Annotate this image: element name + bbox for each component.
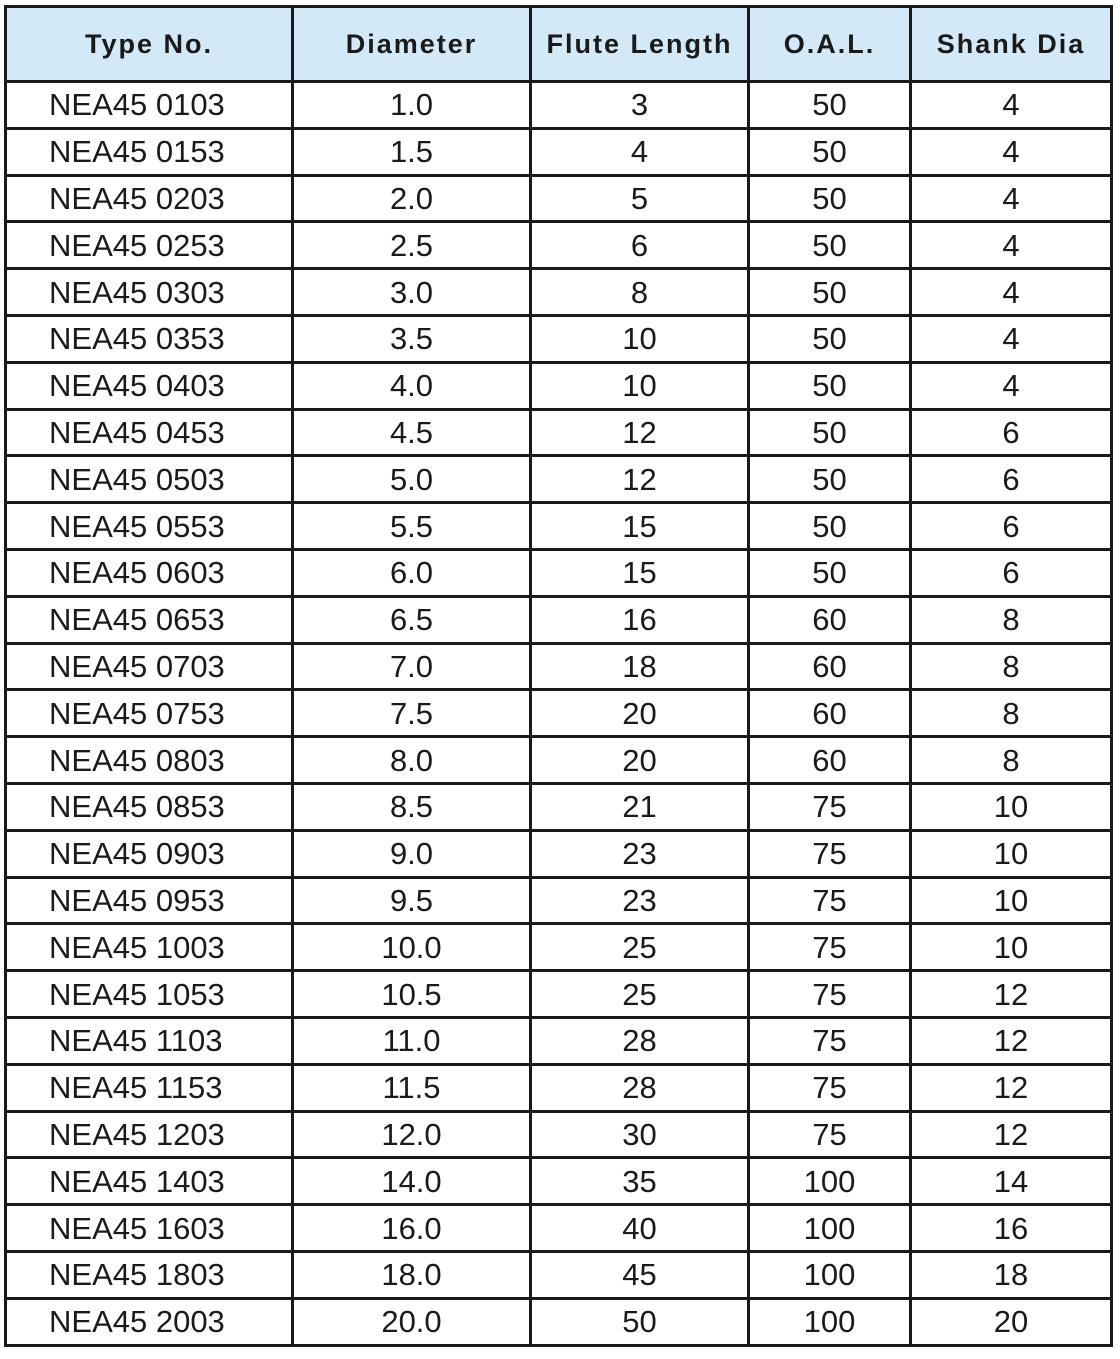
oal-cell: 50	[749, 269, 911, 316]
type-no-cell: NEA45 0303	[6, 269, 293, 316]
flute-length-cell: 23	[531, 877, 749, 924]
flute-length-cell: 45	[531, 1251, 749, 1298]
shank-dia-cell: 4	[911, 269, 1112, 316]
flute-length-cell: 15	[531, 549, 749, 596]
table-row	[6, 82, 1112, 129]
diameter-cell: 20.0	[293, 1298, 531, 1345]
flute-length-cell: 30	[531, 1111, 749, 1158]
shank-dia-cell: 4	[911, 175, 1112, 222]
table-row	[6, 1251, 1112, 1298]
diameter-cell: 4.5	[293, 409, 531, 456]
flute-length-cell: 10	[531, 315, 749, 362]
diameter-cell: 1.0	[293, 82, 531, 129]
type-no-cell: NEA45 0553	[6, 503, 293, 550]
type-no-cell: NEA45 1003	[6, 924, 293, 971]
diameter-cell: 5.0	[293, 456, 531, 503]
shank-dia-cell: 4	[911, 315, 1112, 362]
oal-cell: 100	[749, 1158, 911, 1205]
type-no-cell: NEA45 2003	[6, 1298, 293, 1345]
table-row	[6, 269, 1112, 316]
type-no-cell: NEA45 1103	[6, 1017, 293, 1064]
shank-dia-cell: 6	[911, 503, 1112, 550]
shank-dia-cell: 10	[911, 877, 1112, 924]
flute-length-cell: 12	[531, 409, 749, 456]
shank-dia-cell: 12	[911, 1064, 1112, 1111]
shank-dia-cell: 8	[911, 690, 1112, 737]
flute-length-cell: 20	[531, 737, 749, 784]
table-row	[6, 222, 1112, 269]
table-row	[6, 877, 1112, 924]
oal-cell: 50	[749, 315, 911, 362]
diameter-cell: 8.0	[293, 737, 531, 784]
table-row	[6, 1017, 1112, 1064]
shank-dia-cell: 6	[911, 456, 1112, 503]
type-no-cell: NEA45 0203	[6, 175, 293, 222]
oal-cell: 100	[749, 1298, 911, 1345]
type-no-cell: NEA45 1803	[6, 1251, 293, 1298]
table-header	[6, 7, 1112, 82]
diameter-cell: 10.5	[293, 971, 531, 1018]
type-no-cell: NEA45 0953	[6, 877, 293, 924]
diameter-cell: 18.0	[293, 1251, 531, 1298]
table-row	[6, 783, 1112, 830]
flute-length-cell: 4	[531, 128, 749, 175]
shank-dia-cell: 18	[911, 1251, 1112, 1298]
diameter-cell: 2.5	[293, 222, 531, 269]
flute-length-cell: 23	[531, 830, 749, 877]
oal-cell: 50	[749, 456, 911, 503]
diameter-cell: 14.0	[293, 1158, 531, 1205]
oal-cell: 60	[749, 643, 911, 690]
table-row	[6, 924, 1112, 971]
oal-cell: 75	[749, 1017, 911, 1064]
oal-cell: 50	[749, 175, 911, 222]
table-row	[6, 971, 1112, 1018]
shank-dia-cell: 4	[911, 82, 1112, 129]
shank-dia-cell: 20	[911, 1298, 1112, 1345]
type-no-cell: NEA45 1153	[6, 1064, 293, 1111]
type-no-cell: NEA45 1053	[6, 971, 293, 1018]
shank-dia-cell: 4	[911, 128, 1112, 175]
oal-cell: 50	[749, 82, 911, 129]
table-row	[6, 1064, 1112, 1111]
diameter-cell: 12.0	[293, 1111, 531, 1158]
shank-dia-cell: 10	[911, 924, 1112, 971]
oal-cell: 100	[749, 1205, 911, 1252]
oal-cell: 75	[749, 783, 911, 830]
table-row	[6, 549, 1112, 596]
oal-cell: 75	[749, 1064, 911, 1111]
oal-cell: 60	[749, 690, 911, 737]
table-row	[6, 830, 1112, 877]
diameter-cell: 2.0	[293, 175, 531, 222]
table-body	[6, 82, 1112, 1346]
type-no-cell: NEA45 1403	[6, 1158, 293, 1205]
type-no-cell: NEA45 0803	[6, 737, 293, 784]
flute-length-cell: 40	[531, 1205, 749, 1252]
oal-cell: 50	[749, 503, 911, 550]
shank-dia-cell: 12	[911, 1111, 1112, 1158]
table-row	[6, 1111, 1112, 1158]
type-no-cell: NEA45 0353	[6, 315, 293, 362]
table-row	[6, 1298, 1112, 1345]
oal-cell: 50	[749, 409, 911, 456]
oal-cell: 60	[749, 737, 911, 784]
flute-length-cell: 25	[531, 971, 749, 1018]
header-oal: O.A.L.	[749, 7, 911, 82]
type-no-cell: NEA45 0253	[6, 222, 293, 269]
oal-cell: 75	[749, 1111, 911, 1158]
diameter-cell: 7.5	[293, 690, 531, 737]
type-no-cell: NEA45 0153	[6, 128, 293, 175]
diameter-cell: 1.5	[293, 128, 531, 175]
flute-length-cell: 20	[531, 690, 749, 737]
oal-cell: 60	[749, 596, 911, 643]
type-no-cell: NEA45 0903	[6, 830, 293, 877]
table-row	[6, 409, 1112, 456]
shank-dia-cell: 4	[911, 362, 1112, 409]
flute-length-cell: 35	[531, 1158, 749, 1205]
flute-length-cell: 5	[531, 175, 749, 222]
shank-dia-cell: 10	[911, 783, 1112, 830]
type-no-cell: NEA45 0453	[6, 409, 293, 456]
table-row	[6, 456, 1112, 503]
header-diameter: Diameter	[293, 7, 531, 82]
shank-dia-cell: 14	[911, 1158, 1112, 1205]
table-row	[6, 315, 1112, 362]
oal-cell: 50	[749, 128, 911, 175]
table-row	[6, 1205, 1112, 1252]
shank-dia-cell: 4	[911, 222, 1112, 269]
shank-dia-cell: 16	[911, 1205, 1112, 1252]
table-row	[6, 362, 1112, 409]
oal-cell: 75	[749, 924, 911, 971]
type-no-cell: NEA45 1203	[6, 1111, 293, 1158]
flute-length-cell: 25	[531, 924, 749, 971]
table-row	[6, 690, 1112, 737]
type-no-cell: NEA45 0653	[6, 596, 293, 643]
shank-dia-cell: 12	[911, 971, 1112, 1018]
flute-length-cell: 8	[531, 269, 749, 316]
table-row	[6, 1158, 1112, 1205]
diameter-cell: 11.5	[293, 1064, 531, 1111]
oal-cell: 50	[749, 549, 911, 596]
type-no-cell: NEA45 1603	[6, 1205, 293, 1252]
table-row	[6, 737, 1112, 784]
spec-table	[4, 5, 1113, 1347]
shank-dia-cell: 6	[911, 549, 1112, 596]
type-no-cell: NEA45 0403	[6, 362, 293, 409]
diameter-cell: 6.0	[293, 549, 531, 596]
header-flute-length: Flute Length	[531, 7, 749, 82]
flute-length-cell: 6	[531, 222, 749, 269]
table-row	[6, 128, 1112, 175]
table-row	[6, 596, 1112, 643]
shank-dia-cell: 8	[911, 596, 1112, 643]
flute-length-cell: 50	[531, 1298, 749, 1345]
flute-length-cell: 3	[531, 82, 749, 129]
oal-cell: 75	[749, 971, 911, 1018]
header-row	[6, 7, 1112, 82]
type-no-cell: NEA45 0853	[6, 783, 293, 830]
diameter-cell: 11.0	[293, 1017, 531, 1064]
diameter-cell: 4.0	[293, 362, 531, 409]
flute-length-cell: 12	[531, 456, 749, 503]
type-no-cell: NEA45 0503	[6, 456, 293, 503]
oal-cell: 50	[749, 222, 911, 269]
diameter-cell: 8.5	[293, 783, 531, 830]
diameter-cell: 3.0	[293, 269, 531, 316]
flute-length-cell: 21	[531, 783, 749, 830]
type-no-cell: NEA45 0603	[6, 549, 293, 596]
type-no-cell: NEA45 0103	[6, 82, 293, 129]
diameter-cell: 6.5	[293, 596, 531, 643]
shank-dia-cell: 8	[911, 643, 1112, 690]
flute-length-cell: 28	[531, 1017, 749, 1064]
flute-length-cell: 15	[531, 503, 749, 550]
type-no-cell: NEA45 0753	[6, 690, 293, 737]
diameter-cell: 5.5	[293, 503, 531, 550]
oal-cell: 100	[749, 1251, 911, 1298]
table-row	[6, 175, 1112, 222]
diameter-cell: 10.0	[293, 924, 531, 971]
shank-dia-cell: 10	[911, 830, 1112, 877]
header-shank-dia: Shank Dia	[911, 7, 1112, 82]
diameter-cell: 16.0	[293, 1205, 531, 1252]
diameter-cell: 9.5	[293, 877, 531, 924]
flute-length-cell: 18	[531, 643, 749, 690]
diameter-cell: 3.5	[293, 315, 531, 362]
diameter-cell: 7.0	[293, 643, 531, 690]
shank-dia-cell: 8	[911, 737, 1112, 784]
flute-length-cell: 10	[531, 362, 749, 409]
oal-cell: 50	[749, 362, 911, 409]
table-row	[6, 503, 1112, 550]
diameter-cell: 9.0	[293, 830, 531, 877]
shank-dia-cell: 6	[911, 409, 1112, 456]
shank-dia-cell: 12	[911, 1017, 1112, 1064]
oal-cell: 75	[749, 877, 911, 924]
oal-cell: 75	[749, 830, 911, 877]
flute-length-cell: 28	[531, 1064, 749, 1111]
flute-length-cell: 16	[531, 596, 749, 643]
type-no-cell: NEA45 0703	[6, 643, 293, 690]
table-row	[6, 643, 1112, 690]
header-type-no: Type No.	[6, 7, 293, 82]
